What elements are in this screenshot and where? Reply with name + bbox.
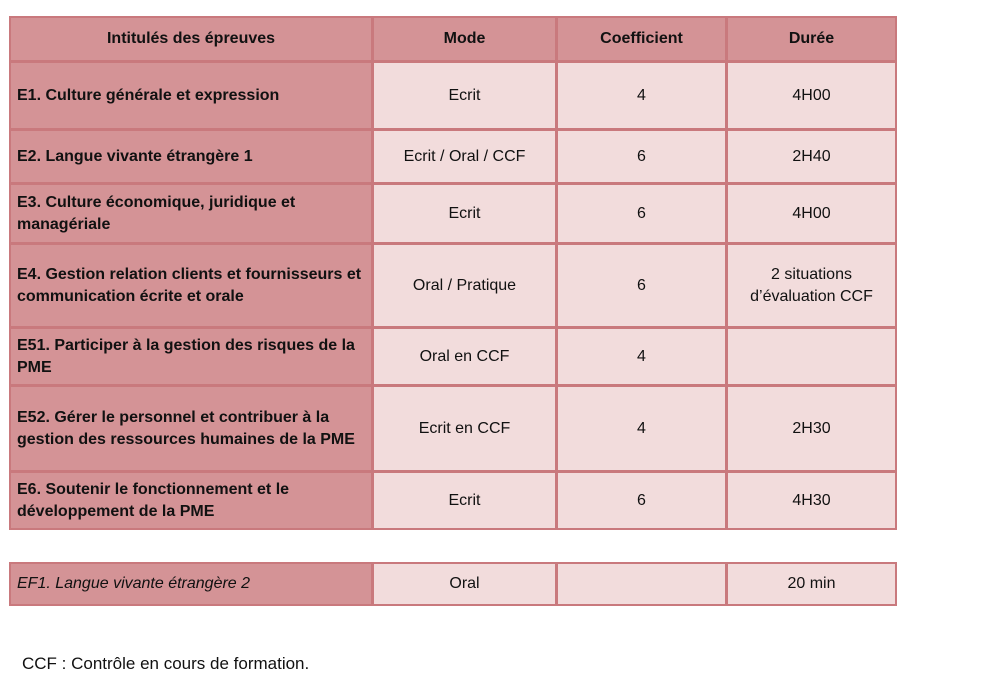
epreuve-mode: Oral / Pratique (373, 244, 557, 328)
table-row (9, 386, 897, 472)
epreuve-mode: Ecrit (373, 62, 557, 130)
optional-exam-table (9, 562, 897, 606)
table-header-row (9, 16, 897, 62)
header-duree: Durée (727, 16, 897, 62)
epreuve-mode: Oral (373, 562, 557, 606)
epreuve-coefficient (557, 562, 727, 606)
epreuve-name: E51. Participer à la gestion des risques de la PME (9, 328, 373, 386)
footnote: CCF : Contrôle en cours de formation. (22, 654, 310, 673)
exam-table (9, 16, 897, 530)
epreuve-duree (727, 328, 897, 386)
epreuve-name: E6. Soutenir le fonctionnement et le développement de la PME (9, 472, 373, 530)
epreuve-mode: Ecrit / Oral / CCF (373, 130, 557, 184)
epreuve-mode: Ecrit en CCF (373, 386, 557, 472)
epreuve-duree: 2H30 (727, 386, 897, 472)
epreuve-coefficient: 4 (557, 328, 727, 386)
table-row (9, 472, 897, 530)
epreuve-name: E4. Gestion relation clients et fournisseurs et communication écrite et orale (9, 244, 373, 328)
header-mode: Mode (373, 16, 557, 62)
table-row (9, 184, 897, 244)
epreuve-name: E2. Langue vivante étrangère 1 (9, 130, 373, 184)
epreuve-duree: 2 situations d’évaluation CCF (727, 244, 897, 328)
epreuve-duree: 2H40 (727, 130, 897, 184)
header-epreuves: Intitulés des épreuves (9, 16, 373, 62)
table-row (9, 130, 897, 184)
epreuve-name: E1. Culture générale et expression (9, 62, 373, 130)
epreuve-name: E3. Culture économique, juridique et managériale (9, 184, 373, 244)
epreuve-mode: Ecrit (373, 184, 557, 244)
epreuve-coefficient: 6 (557, 130, 727, 184)
header-coefficient: Coefficient (557, 16, 727, 62)
table-row (9, 62, 897, 130)
table-row (9, 328, 897, 386)
epreuve-mode: Oral en CCF (373, 328, 557, 386)
table-row (9, 244, 897, 328)
epreuve-duree: 4H00 (727, 62, 897, 130)
epreuve-duree: 4H30 (727, 472, 897, 530)
epreuve-coefficient: 6 (557, 472, 727, 530)
epreuve-name: E52. Gérer le personnel et contribuer à la gestion des ressources humaines de la PME (9, 386, 373, 472)
epreuve-name: EF1. Langue vivante étrangère 2 (9, 562, 373, 606)
epreuve-coefficient: 6 (557, 184, 727, 244)
epreuve-coefficient: 4 (557, 386, 727, 472)
epreuve-duree: 4H00 (727, 184, 897, 244)
epreuve-coefficient: 6 (557, 244, 727, 328)
epreuve-coefficient: 4 (557, 62, 727, 130)
epreuve-mode: Ecrit (373, 472, 557, 530)
epreuve-duree: 20 min (727, 562, 897, 606)
table-row (9, 562, 897, 606)
